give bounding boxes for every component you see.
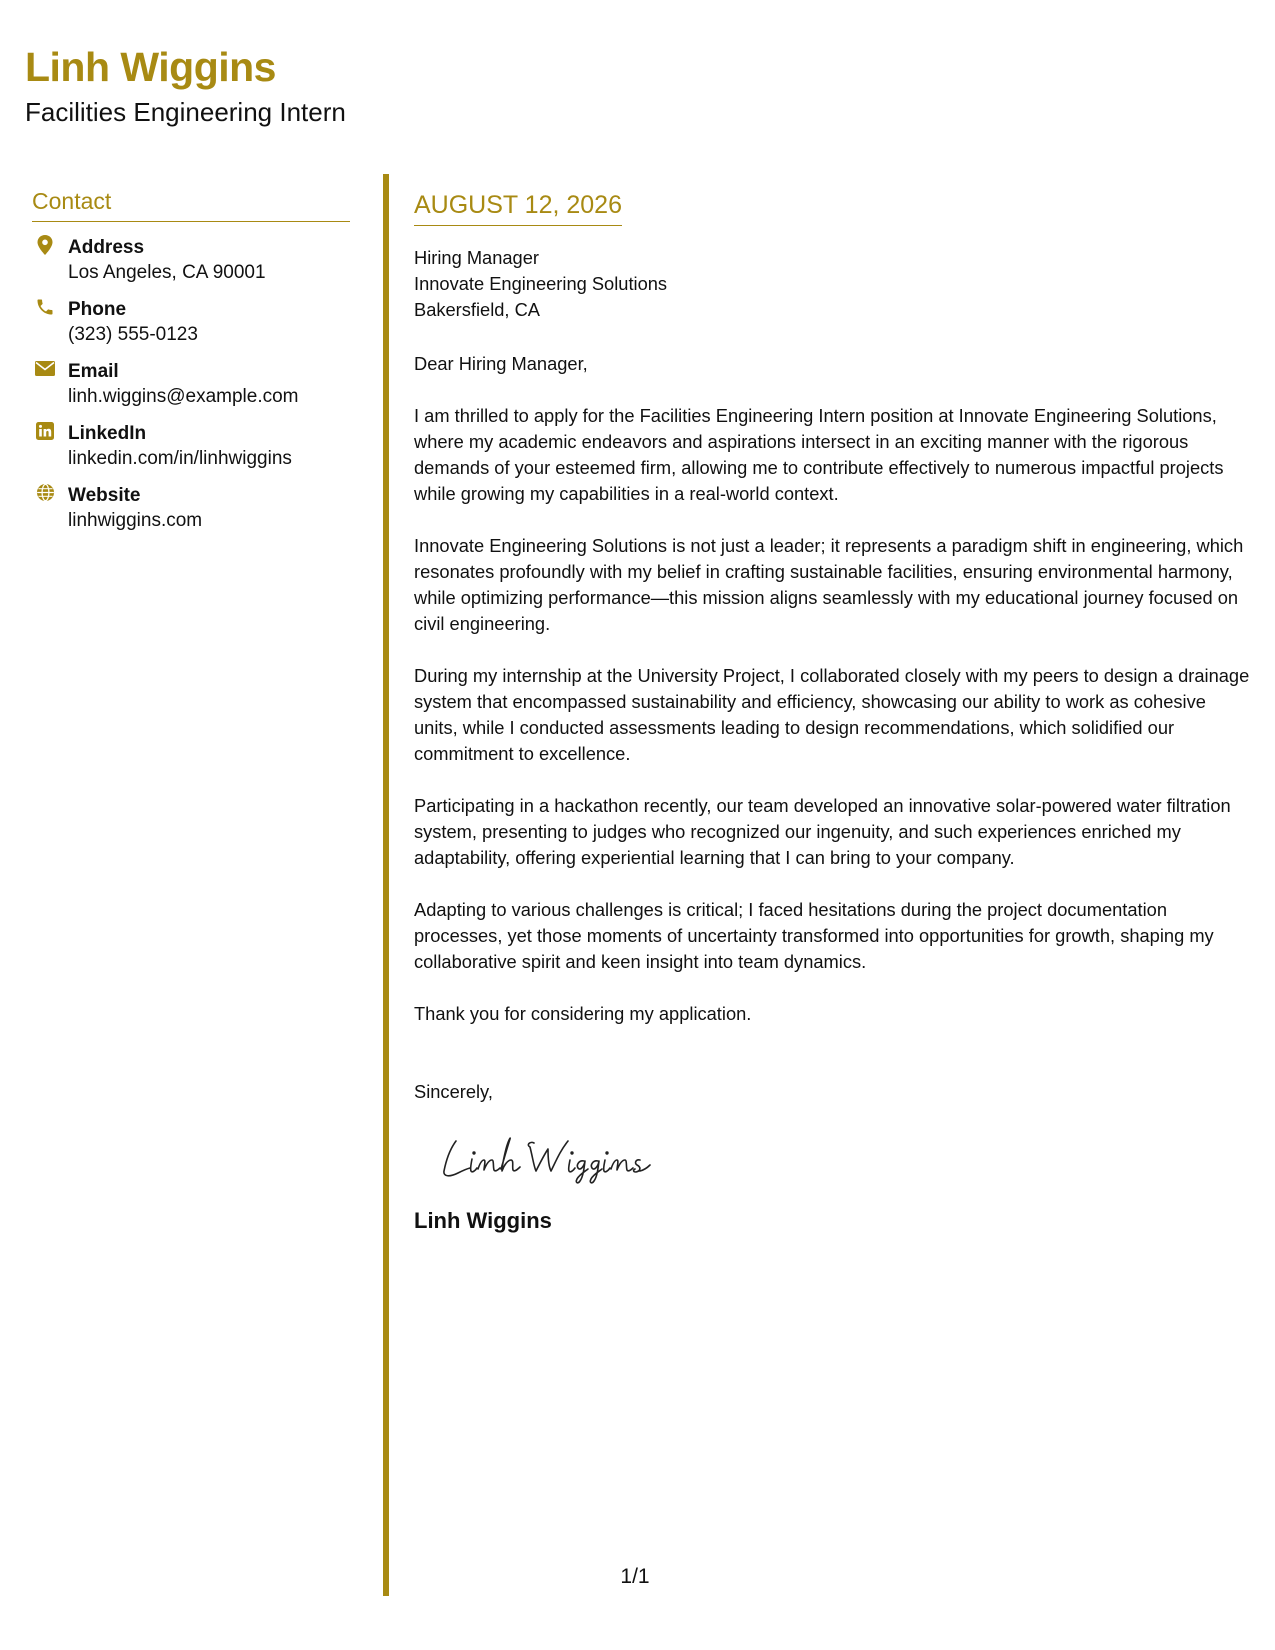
globe-icon (34, 482, 56, 504)
paragraph: Adapting to various challenges is critical; I faced hesitations during the project documentation processes, yet those moments of uncertainty transformed into opportunities for growth, shaping my collaborative spirit and keen insight into team dynamics. (414, 899, 1214, 972)
contact-item-linkedin (32, 421, 350, 471)
contact-item-email (32, 359, 350, 409)
closing: Sincerely, (414, 1081, 493, 1102)
paragraph: Innovate Engineering Solutions is not just a leader; it represents a paradigm shift in engineering, which resonates profoundly with my belief in crafting sustainable facilities, ensuring environmental harmony, while optimizing performance—this mission aligns seamlessly with my educational journey focused on civil engineering. (414, 535, 1244, 634)
job-title: Facilities Engineering Intern (25, 97, 346, 127)
linkedin-label: LinkedIn (68, 422, 147, 444)
letter-body (414, 190, 1254, 1234)
recipient-company: Innovate Engineering Solutions (414, 273, 668, 294)
phone-value: (323) 555-0123 (68, 323, 198, 345)
contact-item-website (32, 483, 350, 533)
contact-sidebar (32, 188, 350, 545)
signature-image (438, 1129, 658, 1185)
page-number: 1/1 (620, 1565, 650, 1588)
email-label: Email (68, 360, 119, 382)
salutation: Dear Hiring Manager, (414, 353, 588, 374)
recipient-name: Hiring Manager (414, 247, 539, 268)
paragraph: During my internship at the University Project, I collaborated closely with my peers to design a drainage system that encompassed sustainability and efficiency, showcasing our ability to work as cohesive units, while I conducted assessments leading to design recommendations, which solidified our commitment to excellence. (414, 665, 1250, 764)
linkedin-value: linkedin.com/in/linhwiggins (68, 447, 292, 469)
map-pin-icon (34, 234, 56, 256)
recipient-location: Bakersfield, CA (414, 299, 540, 320)
letter-date: AUGUST 12, 2026 (414, 190, 622, 226)
website-value: linhwiggins.com (68, 509, 203, 531)
applicant-name: Linh Wiggins (25, 44, 276, 90)
contact-list (32, 235, 350, 533)
phone-label: Phone (68, 298, 127, 320)
contact-heading: Contact (32, 188, 350, 222)
website-label: Website (68, 484, 141, 506)
paragraph: Participating in a hackathon recently, our team developed an innovative solar-powered water filtration system, presenting to judges who recognized our ingenuity, and such experiences enriched my adaptability, offering experiential learning that I can bring to your company. (414, 795, 1231, 868)
vertical-divider (383, 174, 389, 1596)
contact-item-phone (32, 297, 350, 347)
address-value: Los Angeles, CA 90001 (68, 261, 266, 283)
phone-icon (34, 296, 56, 318)
contact-item-address (32, 235, 350, 285)
signature-name: Linh Wiggins (414, 1208, 552, 1233)
envelope-icon (34, 358, 56, 380)
paragraph: Thank you for considering my application. (414, 1003, 752, 1024)
email-value: linh.wiggins@example.com (68, 385, 299, 407)
address-label: Address (68, 236, 145, 258)
recipient-block (414, 245, 1254, 323)
paragraph: I am thrilled to apply for the Facilities Engineering Intern position at Innovate Engineering Solutions, where my academic endeavors and aspirations intersect in an exciting manner with the rigorous demands of your esteemed firm, allowing me to contribute effectively to numerous impactful projects while growing my capabilities in a real-world context. (414, 405, 1224, 504)
linkedin-icon (34, 420, 56, 442)
